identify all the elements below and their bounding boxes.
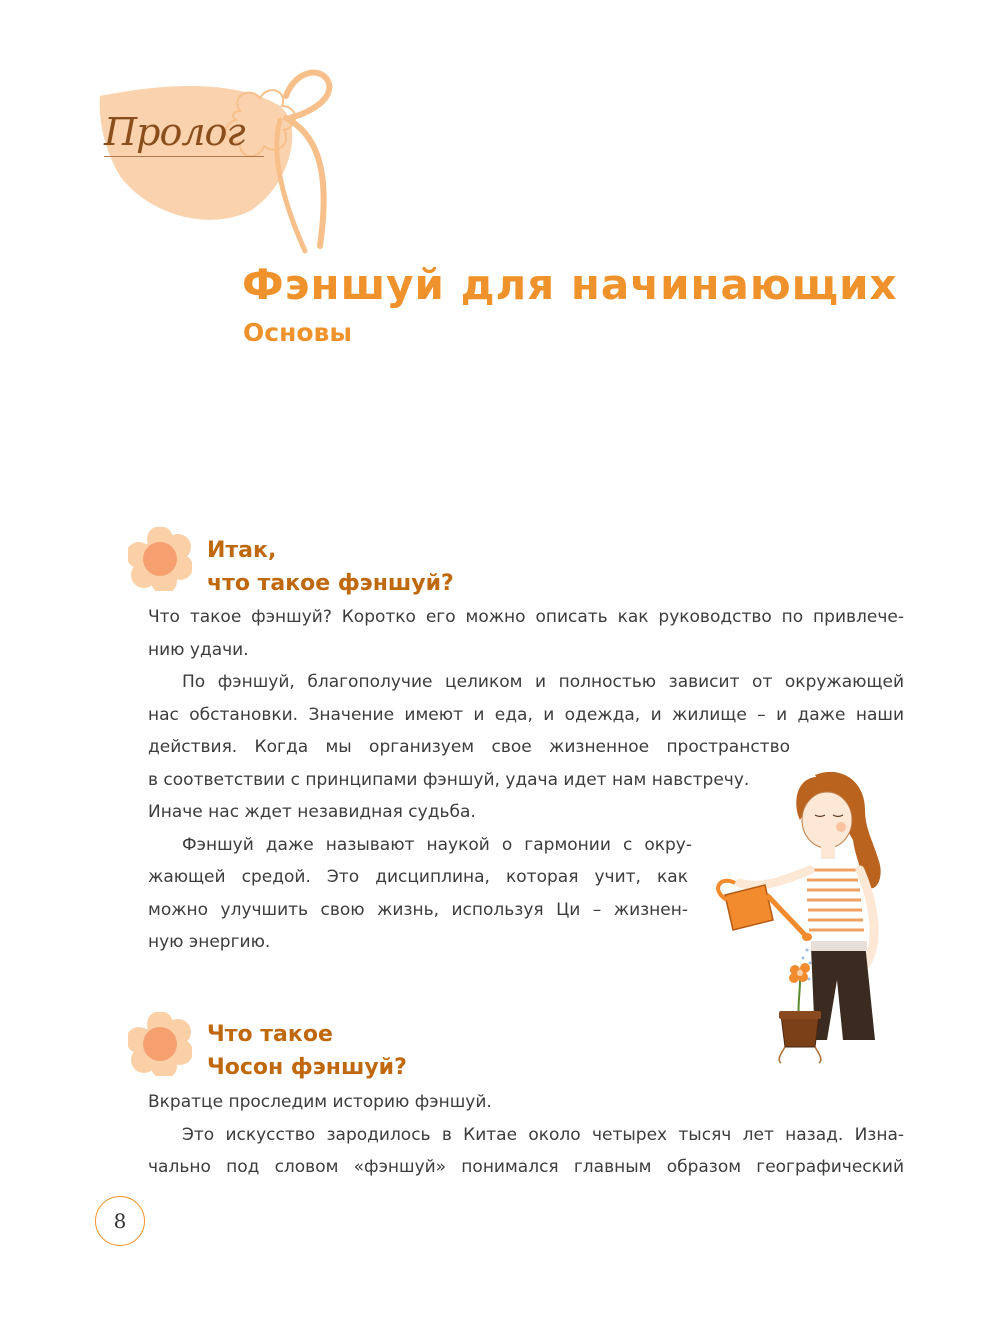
girl-watering-flower-illustration [715,765,915,1065]
text-line: Что такое фэншуй? Коротко его можно описать как руководство по привлече- [148,607,904,627]
text-line: Это искусство зародилось в Китае около четырех тысяч лет назад. Изна- [182,1124,904,1145]
prologue-underline [104,156,264,157]
text-line: нас обстановки. Значение имеют и еда, и одежда, и жилище – и даже наши [148,704,904,725]
text-line: Иначе нас ждет незавидная судьба. [148,802,476,822]
section-heading-line: что такое фэншуй? [207,571,454,596]
section-heading [207,1018,407,1084]
section-heading-line: Что такое [207,1022,333,1047]
prologue-leaf-ornament [90,66,340,256]
section-heading-line: Чосон фэншуй? [207,1055,407,1080]
text-line: Вкратце проследим историю фэншуй. [148,1092,492,1112]
chapter-subtitle: Основы [243,318,352,347]
text-line: ную энергию. [148,932,271,952]
text-line: Фэншуй даже называют наукой о гармонии с окру- [182,834,692,855]
text-line: жающей средой. Это дисциплина, которая учит, как [148,867,688,887]
flower-bullet-icon [128,1012,192,1076]
prologue-label: Пролог [104,110,245,154]
text-line: По фэншуй, благополучие целиком и полностью зависит от окружающей [182,672,904,692]
section-body-text [148,1086,904,1184]
text-line: нию удачи. [148,639,249,660]
page-number: 8 [95,1196,145,1246]
text-line: действия. Когда мы организуем свое жизненное пространство [148,737,790,757]
text-line: чально под словом «фэншуй» понимался главным образом географический [148,1157,904,1177]
flower-bullet-icon [128,527,192,591]
text-line: можно улучшить свою жизнь, используя Ци – жизнен- [148,899,688,920]
section-heading [207,534,454,600]
chapter-title: Фэншуй для начинающих [242,260,898,309]
text-line: в соответствии с принципами фэншуй, удача идет нам навстречу. [148,769,750,790]
section-heading-line: Итак, [207,538,277,563]
